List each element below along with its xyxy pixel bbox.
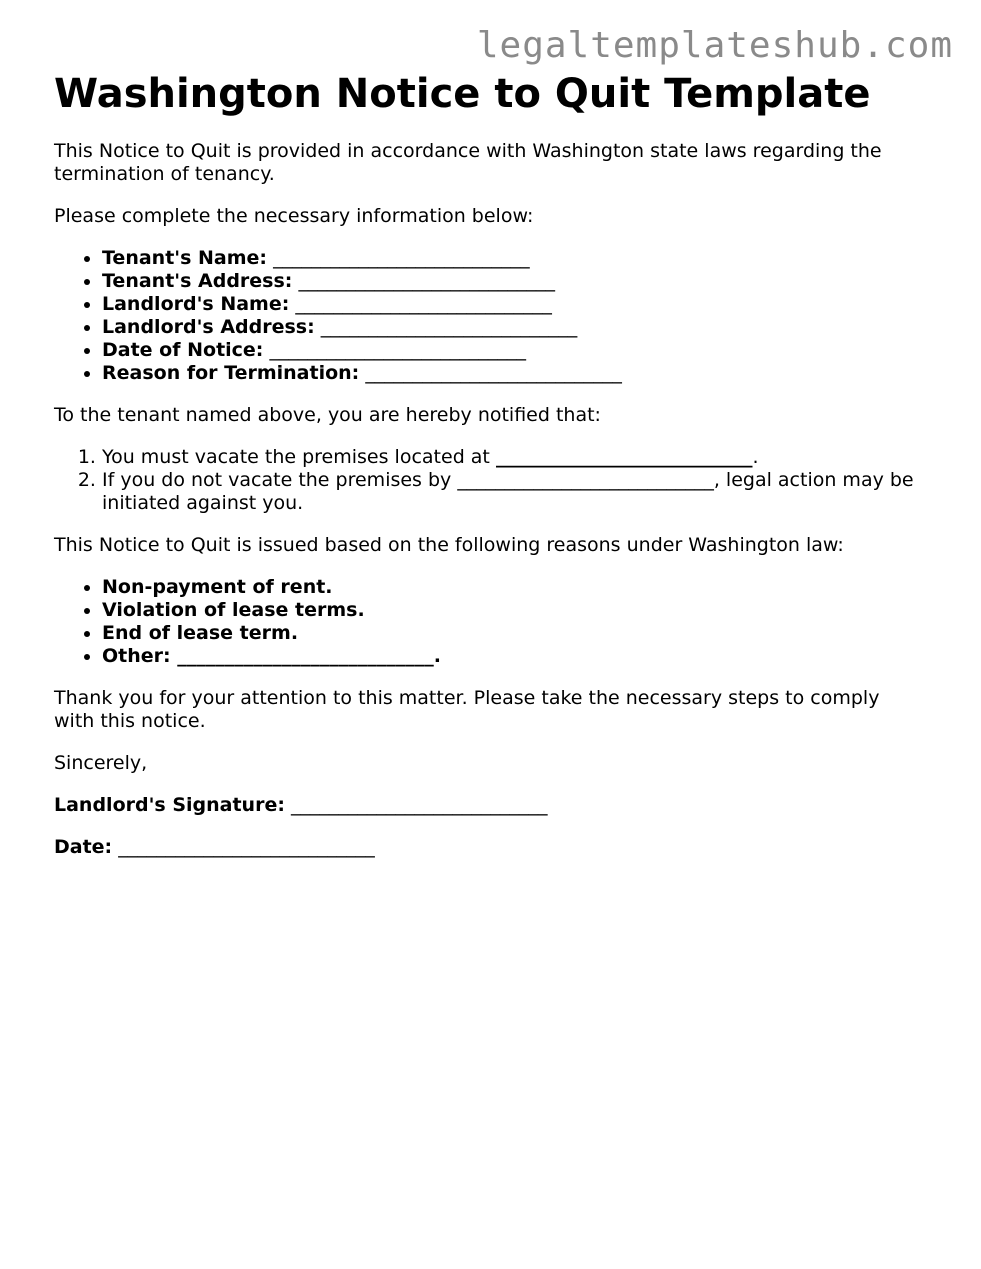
document-title: Washington Notice to Quit Template [54,71,871,117]
notice-blank: ___________________________ [457,469,714,491]
reason-text: Other: ___________________________. [102,645,441,667]
field-tenant-name [102,247,924,270]
field-landlord-address [102,316,924,339]
signature-label: Landlord's Signature: [54,794,285,816]
reasons-intro-paragraph: This Notice to Quit is issued based on the following reasons under Washington law: [54,534,844,556]
reason-text: Non-payment of rent. [102,576,333,598]
notice-text-after: , legal action may be initiated against you. [102,469,914,514]
signature-line [54,794,924,817]
field-blank: ___________________________ [298,270,555,292]
notice-text-after: . [752,446,759,468]
reason-item [102,645,924,668]
date-line [54,836,924,859]
instructions-paragraph: Please complete the necessary information below: [54,205,534,227]
notice-intro-paragraph: To the tenant named above, you are hereby notified that: [54,404,601,426]
notice-item-legal-action [102,469,924,515]
reason-text: Violation of lease terms. [102,599,365,621]
notice-item-vacate [102,446,924,469]
field-blank: ___________________________ [295,293,552,315]
field-blank: ___________________________ [365,362,622,384]
info-fields-list [54,247,924,385]
field-reason-for-termination [102,362,924,385]
reason-text: End of lease term. [102,622,299,644]
notices-list [54,446,924,515]
field-label: Landlord's Address: [102,316,315,338]
field-tenant-address [102,270,924,293]
date-blank: ___________________________ [118,836,375,858]
field-landlord-name [102,293,924,316]
signature-blank: ___________________________ [291,794,548,816]
field-label: Date of Notice: [102,339,264,361]
notice-blank: ___________________________ [495,446,753,468]
intro-paragraph: This Notice to Quit is provided in accordance with Washington state laws regarding the termination of tenancy. [54,140,882,185]
field-label: Reason for Termination: [102,362,360,384]
field-label: Tenant's Address: [102,270,293,292]
notice-text: You must vacate the premises located at [102,446,496,468]
field-date-of-notice [102,339,924,362]
notice-text: If you do not vacate the premises by [102,469,458,491]
closing-paragraph: Thank you for your attention to this matter. Please take the necessary steps to comply with this notice. [54,687,880,732]
reason-item [102,599,924,622]
field-label: Tenant's Name: [102,247,268,269]
reason-item [102,622,924,645]
field-blank: ___________________________ [320,316,578,338]
field-blank: ___________________________ [273,247,530,269]
watermark: legaltemplateshub.com [476,25,953,66]
sign-off: Sincerely, [54,752,148,774]
document-body [54,70,924,878]
reason-item [102,576,924,599]
reasons-list [54,576,924,668]
field-blank: ___________________________ [269,339,526,361]
field-label: Landlord's Name: [102,293,290,315]
date-label: Date: [54,836,113,858]
